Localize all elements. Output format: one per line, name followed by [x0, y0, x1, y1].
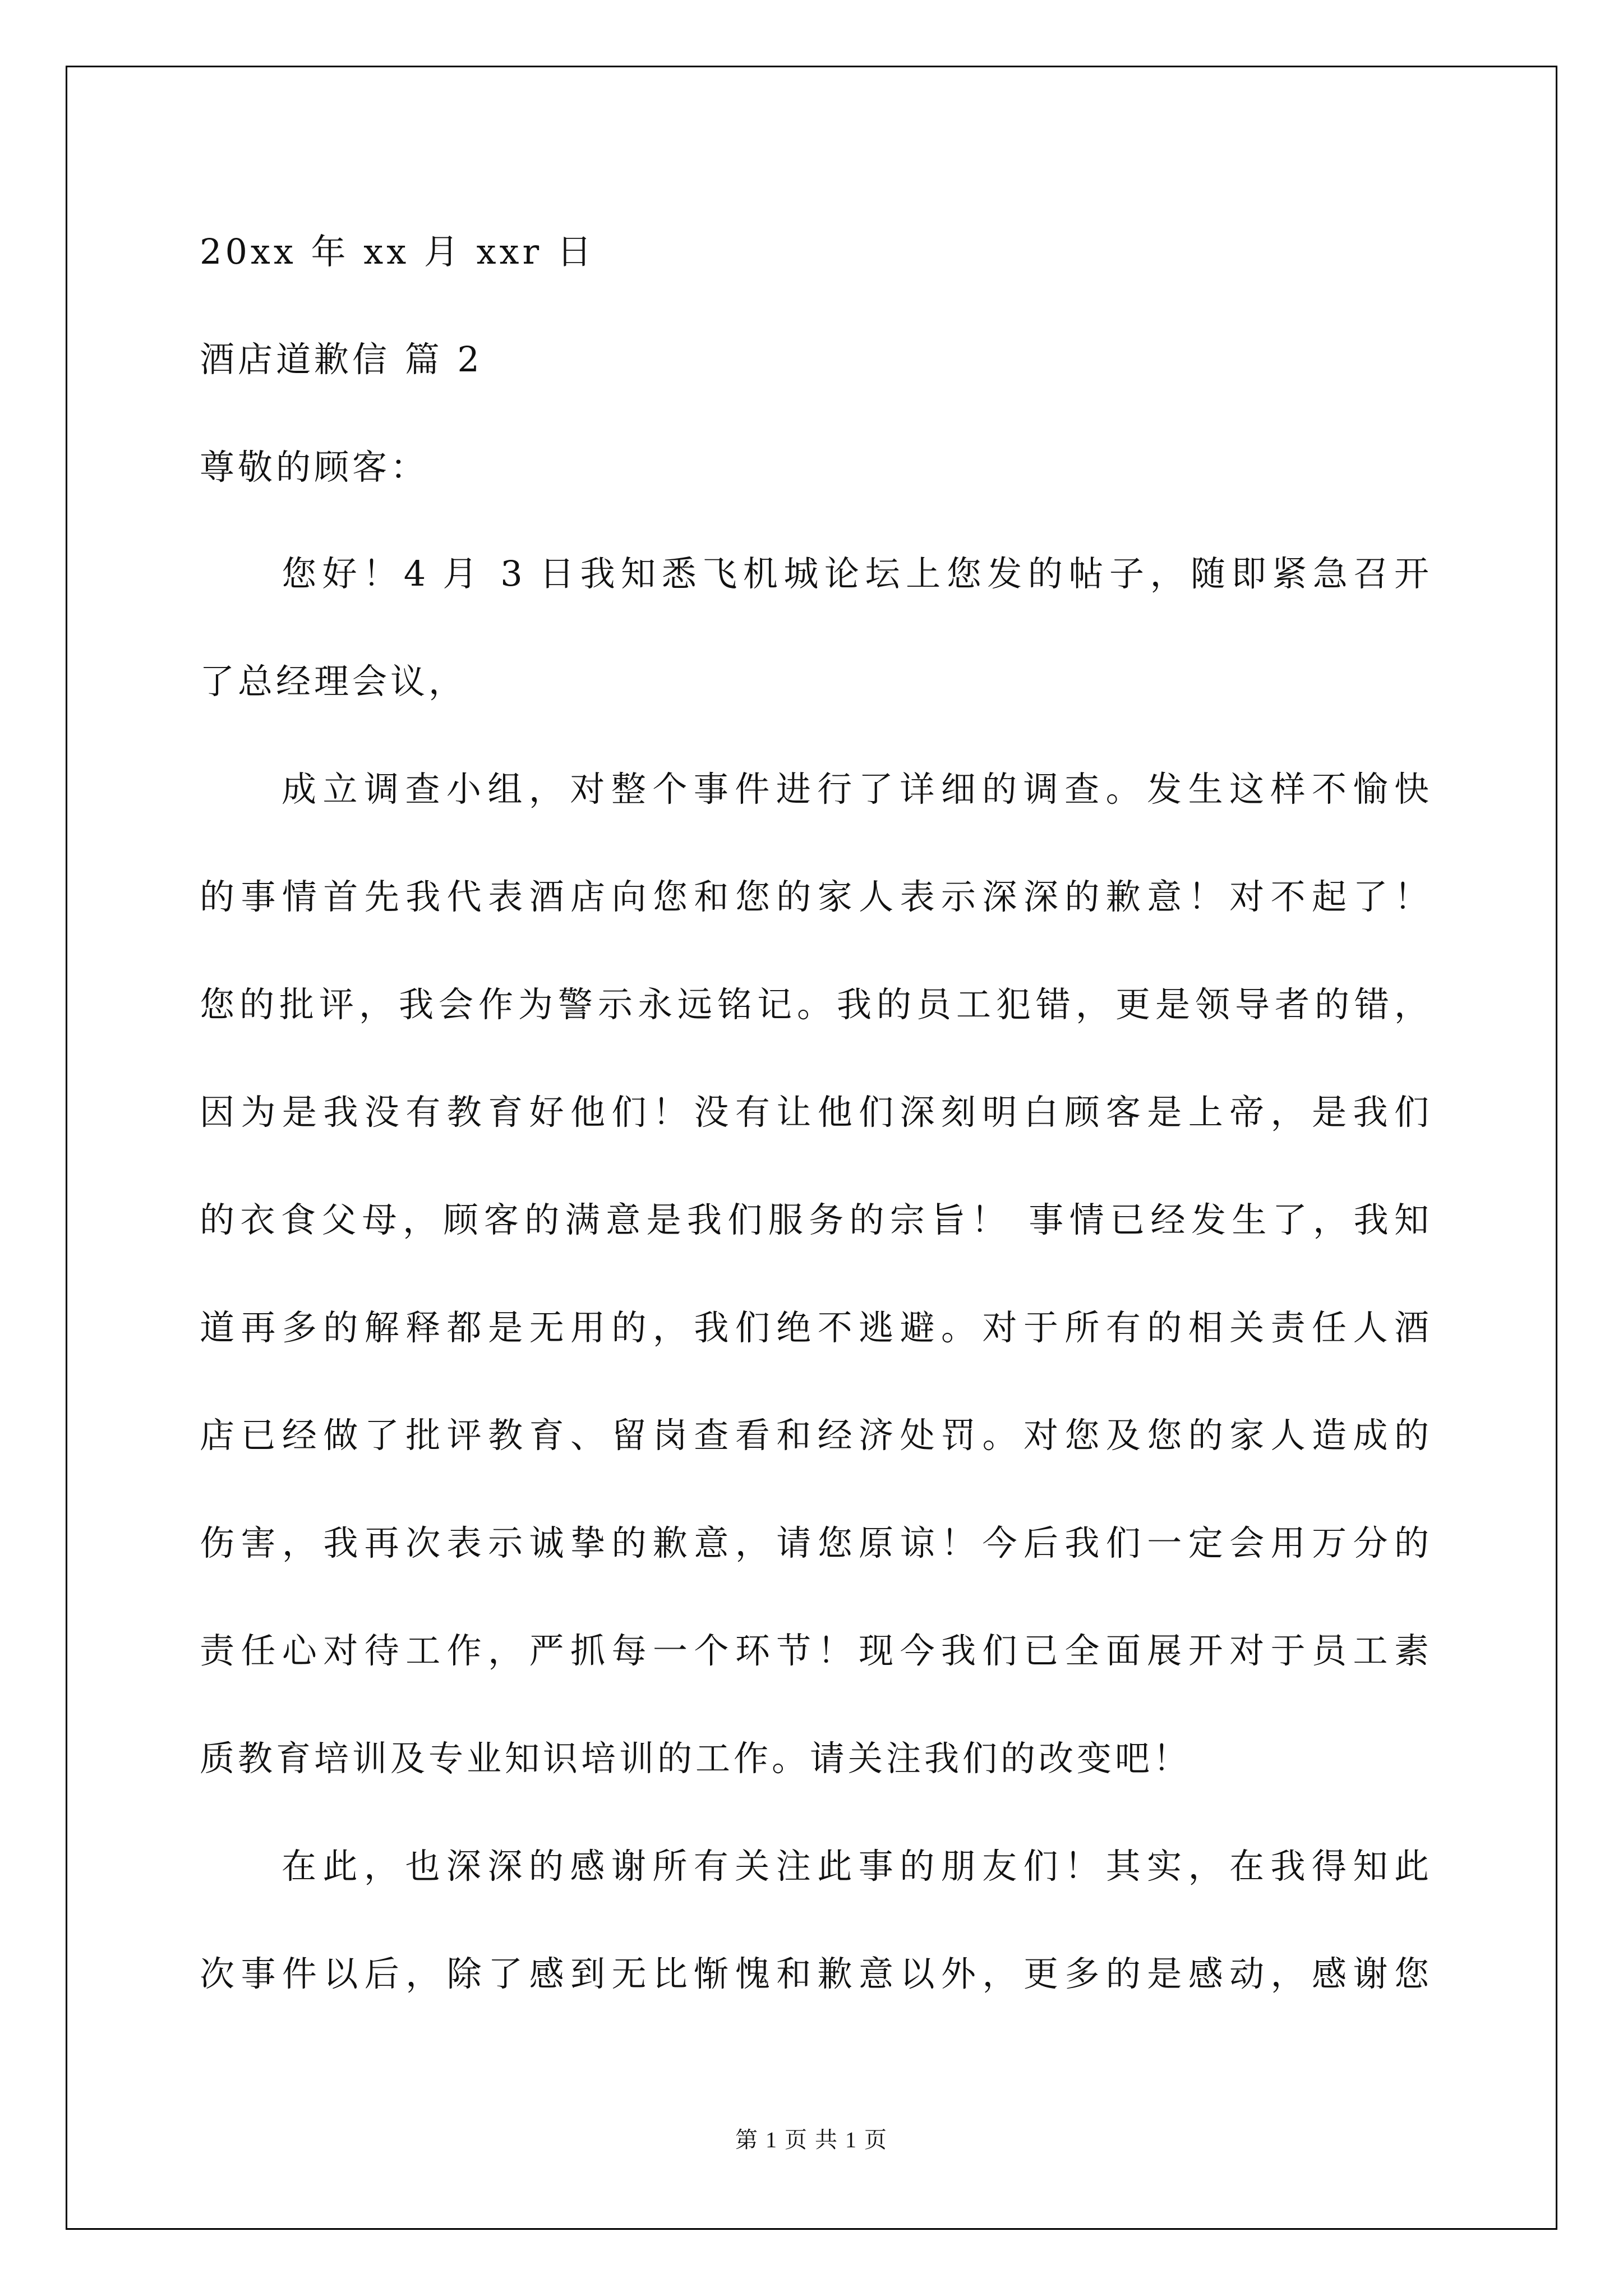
paragraph-1-line-1: 您好！4 月 3 日我知悉飞机城论坛上您发的帖子，随即紧急召开 [282, 553, 1429, 594]
paragraph-3-line-2: 次事件以后，除了感到无比惭愧和歉意以外，更多的是感动，感谢您 [200, 1953, 1429, 1994]
paragraph-2-line-8: 伤害，我再次表示诚挚的歉意，请您原谅！今后我们一定会用万分的 [200, 1522, 1429, 1563]
page-border [66, 66, 1557, 2230]
paragraph-2-line-5: 的衣食父母，顾客的满意是我们服务的宗旨！ 事情已经发生了，我知 [200, 1199, 1429, 1240]
paragraph-2-line-2: 的事情首先我代表酒店向您和您的家人表示深深的歉意！对不起了！ [200, 876, 1429, 917]
paragraph-2-line-7: 店已经做了批评教育、留岗查看和经济处罚。对您及您的家人造成的 [200, 1415, 1429, 1456]
section-title: 酒店道歉信 篇 2 [200, 339, 483, 380]
paragraph-2-line-3: 您的批评，我会作为警示永远铭记。我的员工犯错，更是领导者的错， [200, 984, 1429, 1025]
paragraph-2-line-4: 因为是我没有教育好他们！没有让他们深刻明白顾客是上帝，是我们 [200, 1092, 1429, 1133]
paragraph-2-line-1: 成立调查小组，对整个事件进行了详细的调查。发生这样不愉快 [282, 769, 1429, 809]
paragraph-1-line-2: 了总经理会议， [200, 661, 467, 702]
paragraph-2-line-10: 质教育培训及专业知识培训的工作。请关注我们的改变吧！ [200, 1738, 1192, 1779]
salutation: 尊敬的顾客： [200, 447, 429, 487]
paragraph-3-line-1: 在此，也深深的感谢所有关注此事的朋友们！其实，在我得知此 [282, 1846, 1429, 1887]
paragraph-2-line-6: 道再多的解释都是无用的，我们绝不逃避。对于所有的相关责任人酒 [200, 1307, 1429, 1348]
date-line: 20xx 年 xx 月 xxr 日 [200, 231, 595, 272]
page-footer: 第 1 页 共 1 页 [735, 2127, 888, 2152]
paragraph-2-line-9: 责任心对待工作，严抓每一个环节！现今我们已全面展开对于员工素 [200, 1630, 1429, 1671]
